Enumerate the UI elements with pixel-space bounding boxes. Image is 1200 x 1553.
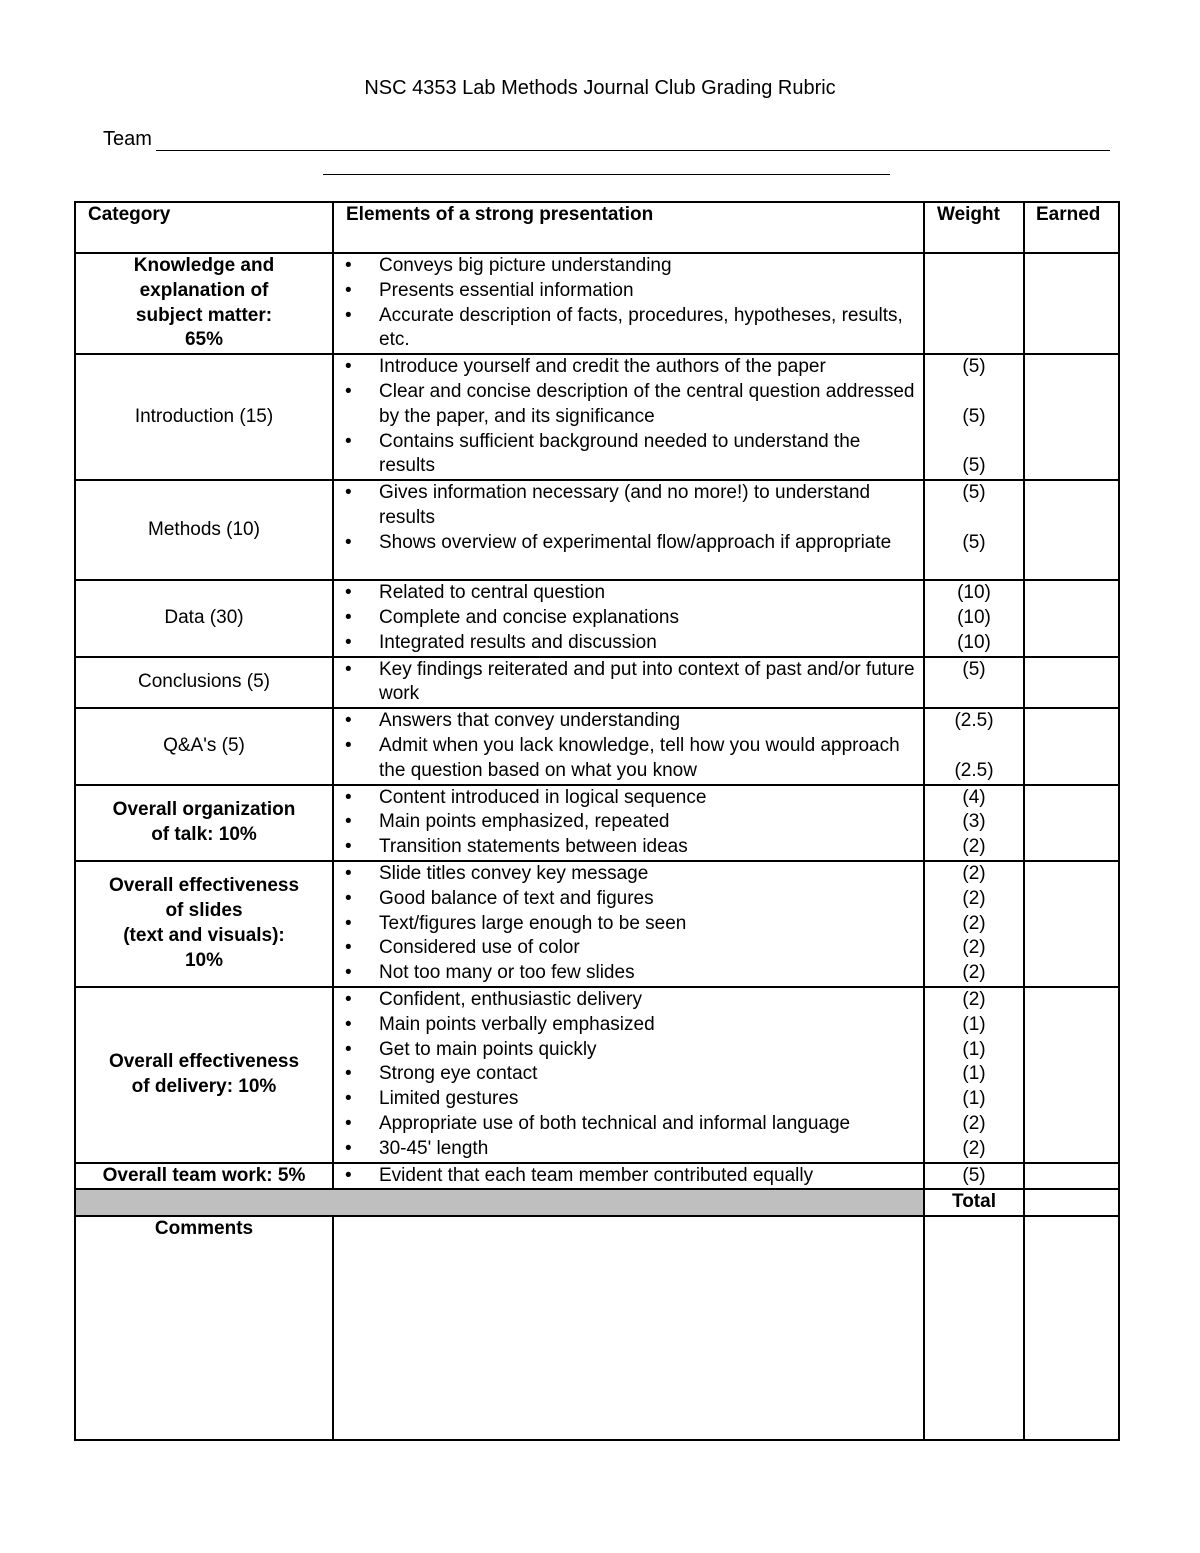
elements-cell [333,480,924,580]
weight-value: (5) [962,405,986,427]
weight-cell [924,657,1024,709]
weight-value: (2.5) [954,759,994,781]
list-item: • Text/figures large enough to be seen [334,912,923,937]
earned-cell[interactable] [1024,480,1119,580]
category-label: of slides [165,900,243,922]
list-item: • Key findings reiterated and put into context of past and/or future work [334,658,923,708]
earned-cell[interactable] [1024,580,1119,656]
list-item: • Complete and concise explanations [334,606,923,631]
weight-value [925,734,1023,759]
weight-value: (5) [962,356,986,378]
weight-value: (2) [962,862,986,884]
category-cell [75,861,333,987]
category-label: Introduction (15) [134,405,274,427]
elements-list [334,709,923,783]
weight-value [925,506,1023,531]
category-label: Overall effectiveness [108,875,300,897]
weight-cell [924,253,1024,354]
category-cell [75,987,333,1163]
elements-list [334,988,923,1162]
weight-value: (2) [962,836,986,858]
list-item: • Confident, enthusiastic delivery [334,988,923,1013]
category-cell [75,253,333,354]
weight-value: (3) [962,811,986,833]
grading-rubric-table [74,201,1120,1441]
list-item: • Strong eye contact [334,1062,923,1087]
header-elements: Elements of a strong presentation [333,202,924,253]
category-label: Data (30) [164,606,244,628]
weight-value: (2) [962,988,986,1010]
team-label: Team [103,128,152,150]
weight-value: (5) [962,531,986,553]
elements-cell [333,861,924,987]
list-item: • 30-45' length [334,1137,923,1162]
list-item: • Answers that convey understanding [334,709,923,734]
total-label: Total [924,1189,1024,1216]
earned-cell[interactable] [1024,253,1119,354]
category-label: Q&A's (5) [163,734,245,756]
list-item: • Limited gestures [334,1087,923,1112]
weight-value: (2.5) [954,710,994,732]
category-label: Overall effectiveness [108,1050,300,1072]
category-label: of delivery: 10% [131,1075,277,1097]
comments-weight-cell[interactable] [924,1216,1024,1440]
category-cell [75,708,333,784]
list-item: • Introduce yourself and credit the authors of the paper [334,355,923,380]
weight-value: (2) [962,962,986,984]
category-cell [75,1163,333,1190]
list-item: • Transition statements between ideas [334,835,923,860]
earned-cell[interactable] [1024,987,1119,1163]
list-item: • Considered use of color [334,936,923,961]
weight-value: (2) [962,937,986,959]
category-cell [75,657,333,709]
category-cell [75,354,333,480]
weight-value: (2) [962,1112,986,1134]
elements-list [334,581,923,655]
weight-value: (1) [962,1038,986,1060]
header-category: Category [75,202,333,253]
elements-list [334,481,923,555]
weight-value: (5) [962,1164,986,1186]
weight-value [925,430,1023,455]
elements-list [334,862,923,986]
weight-value [925,380,1023,405]
category-cell [75,580,333,656]
list-item: • Appropriate use of both technical and informal language [334,1112,923,1137]
list-item: • Conveys big picture understanding [334,254,923,279]
weight-value: (10) [957,606,991,628]
list-item: • Contains sufficient background needed to understand the results [334,430,923,480]
comments-row [75,1216,1119,1440]
elements-list [334,786,923,860]
list-item: • Slide titles convey key message [334,862,923,887]
rubric-row-conclusions [75,657,1119,709]
category-label: (text and visuals): [123,924,285,946]
list-item: • Related to central question [334,581,923,606]
weight-cell [924,354,1024,480]
rubric-row-organization [75,785,1119,861]
list-item: • Shows overview of experimental flow/approach if appropriate [334,531,923,556]
category-label: subject matter: [135,304,273,326]
elements-list [334,254,923,353]
elements-cell [333,987,924,1163]
list-item: • Main points emphasized, repeated [334,810,923,835]
weight-value: (2) [962,912,986,934]
rubric-row-teamwork [75,1163,1119,1190]
category-label: Overall team work: 5% [102,1164,306,1186]
earned-cell[interactable] [1024,657,1119,709]
weight-value: (2) [962,887,986,909]
rubric-row-slides [75,861,1119,987]
elements-cell [333,253,924,354]
list-item: • Presents essential information [334,279,923,304]
total-earned-cell[interactable] [1024,1189,1119,1216]
comments-label: Comments [75,1216,333,1440]
rubric-row-introduction [75,354,1119,480]
elements-list [334,658,923,708]
header-row [75,202,1119,253]
earned-cell[interactable] [1024,785,1119,861]
elements-cell [333,354,924,480]
list-item: • Content introduced in logical sequence [334,786,923,811]
list-item: • Good balance of text and figures [334,887,923,912]
page-title: NSC 4353 Lab Methods Journal Club Grading Rubric [364,77,836,99]
weight-cell [924,861,1024,987]
list-item: • Not too many or too few slides [334,961,923,986]
category-label: Methods (10) [148,518,260,540]
list-item: • Integrated results and discussion [334,631,923,656]
weight-cell [924,580,1024,656]
total-row [75,1189,1119,1216]
weight-cell [924,708,1024,784]
category-cell [75,785,333,861]
rubric-row-knowledge [75,253,1119,354]
team-name-line[interactable] [156,150,1110,151]
category-label: explanation of [139,279,269,301]
category-label: of talk: 10% [151,823,257,845]
rubric-row-qa [75,708,1119,784]
rubric-row-methods [75,480,1119,580]
weight-cell [924,785,1024,861]
list-item: • Main points verbally emphasized [334,1013,923,1038]
rubric-row-delivery [75,987,1119,1163]
category-label: Conclusions (5) [138,670,270,692]
elements-cell [333,657,924,709]
earned-cell[interactable] [1024,708,1119,784]
weight-value: (1) [962,1088,986,1110]
earned-cell[interactable] [1024,861,1119,987]
category-cell [75,480,333,580]
earned-cell[interactable] [1024,354,1119,480]
comments-earned-cell[interactable] [1024,1216,1119,1440]
comments-field[interactable] [333,1216,924,1440]
weight-cell [924,480,1024,580]
list-item: • Clear and concise description of the central question addressed by the paper, and its significance [334,380,923,430]
weight-cell [924,987,1024,1163]
weight-cell [924,1163,1024,1190]
list-item: • Gives information necessary (and no more!) to understand results [334,481,923,531]
list-item: • Evident that each team member contributed equally [334,1164,923,1189]
weight-value: (1) [962,1013,986,1035]
elements-list [334,355,923,479]
weight-value: (5) [962,455,986,477]
elements-cell [333,580,924,656]
list-item: • Accurate description of facts, procedures, hypotheses, results, etc. [334,304,923,354]
weight-value: (5) [962,658,986,680]
earned-cell[interactable] [1024,1163,1119,1190]
list-item: • Get to main points quickly [334,1038,923,1063]
elements-cell [333,708,924,784]
weight-value: (10) [957,582,991,604]
weight-value: (1) [962,1063,986,1085]
weight-value: (2) [962,1137,986,1159]
shaded-spacer [75,1189,924,1216]
category-label: Knowledge and [133,255,275,276]
header-weight: Weight [924,202,1024,253]
team-name-line-continued[interactable] [323,174,890,175]
weight-value: (4) [962,786,986,808]
elements-list [334,1164,923,1189]
category-label: Overall organization [112,798,296,820]
category-label: 65% [184,329,224,351]
weight-value: (5) [962,482,986,504]
weight-value: (10) [957,631,991,653]
elements-cell [333,785,924,861]
rubric-row-data [75,580,1119,656]
category-label: 10% [184,949,224,971]
elements-cell [333,1163,924,1190]
list-item: • Admit when you lack knowledge, tell how you would approach the question based on what you know [334,734,923,784]
header-earned: Earned [1024,202,1119,253]
